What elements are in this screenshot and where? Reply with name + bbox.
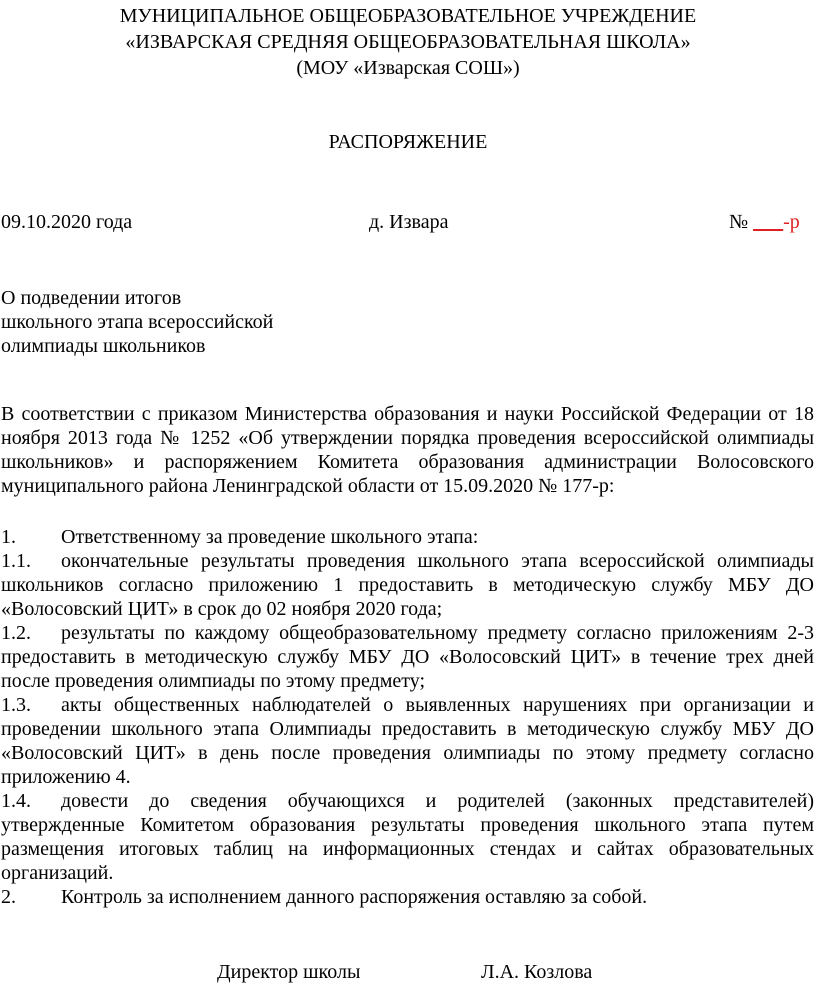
order-item-1 [1, 525, 814, 549]
document-type: РАСПОРЯЖЕНИЕ [328, 131, 488, 153]
subject-line2: школьного этапа всероссийской [1, 311, 274, 333]
item-text: Контроль за исполнением данного распоряжения оставляю за собой. [61, 886, 648, 908]
signature-title: Директор школы [217, 961, 361, 983]
document-number [729, 210, 800, 234]
item-number: 1.3. [1, 694, 31, 716]
item-text: Ответственному за проведение школьного этапа: [61, 526, 479, 548]
item-text: результаты по каждому общеобразовательному предмету согласно приложениям 2-3 предоставить в методическую службу МБУ ДО «Волосовский ЦИТ» в течение трех дней после проведения олимпиады по этому предмету; [1, 622, 814, 692]
preamble-paragraph: В соответствии с приказом Министерства образования и науки Российской Федерации от 18 ноября 2013 года № 1252 «Об утверждении порядка проведения всероссийской олимпиады школьников» и распоряжением Комитета образования администрации Волосовского муниципального района Ленинградской области от 15.09.2020 № 177-р: [1, 403, 814, 497]
item-number: 1.2. [1, 622, 31, 644]
item-number: 1.4. [1, 790, 31, 812]
subject-line3: олимпиады школьников [1, 335, 206, 357]
item-number: 2. [1, 886, 16, 908]
item-number: 1.1. [1, 550, 31, 572]
org-short-name: (МОУ «Изварская СОШ») [296, 57, 520, 79]
number-sign: № [729, 211, 749, 233]
item-text: довести до сведения обучающихся и родителей (законных представителей) утвержденные Комитетом образования результаты проведения школьного этапа путем размещения итоговых таблиц на информационных стендах и сайтах образовательных организаций. [1, 790, 814, 884]
subject-line1: О подведении итогов [1, 287, 182, 309]
number-suffix: -р [783, 211, 800, 233]
order-item-1-4 [1, 789, 814, 885]
item-text: окончательные результаты проведения школьного этапа всероссийской олимпиады школьников согласно приложению 1 предоставить в методическую службу МБУ ДО «Волосовский ЦИТ» в срок до 02 ноября 2020 года; [1, 550, 814, 620]
document-date: 09.10.2020 года [1, 211, 133, 233]
org-name-line1: МУНИЦИПАЛЬНОЕ ОБЩЕОБРАЗОВАТЕЛЬНОЕ УЧРЕЖДЕНИЕ [119, 5, 697, 27]
item-text: акты общественных наблюдателей о выявленных нарушениях при организации и проведении школьного этапа Олимпиады предоставить в методическую службу МБУ ДО «Волосовский ЦИТ» в день после проведения олимпиады по этому предмету согласно приложению 4. [1, 694, 814, 788]
org-name-line2: «ИЗВАРСКАЯ СРЕДНЯЯ ОБЩЕОБРАЗОВАТЕЛЬНАЯ ШКОЛА» [125, 31, 691, 53]
order-item-1-2 [1, 621, 814, 693]
order-item-2 [1, 885, 814, 909]
number-blank: ___ [753, 211, 784, 233]
item-number: 1. [1, 526, 16, 548]
order-item-1-3 [1, 693, 814, 789]
order-item-1-1 [1, 549, 814, 621]
signature-name: Л.А. Козлова [481, 961, 593, 983]
document-place: д. Извара [369, 211, 449, 233]
